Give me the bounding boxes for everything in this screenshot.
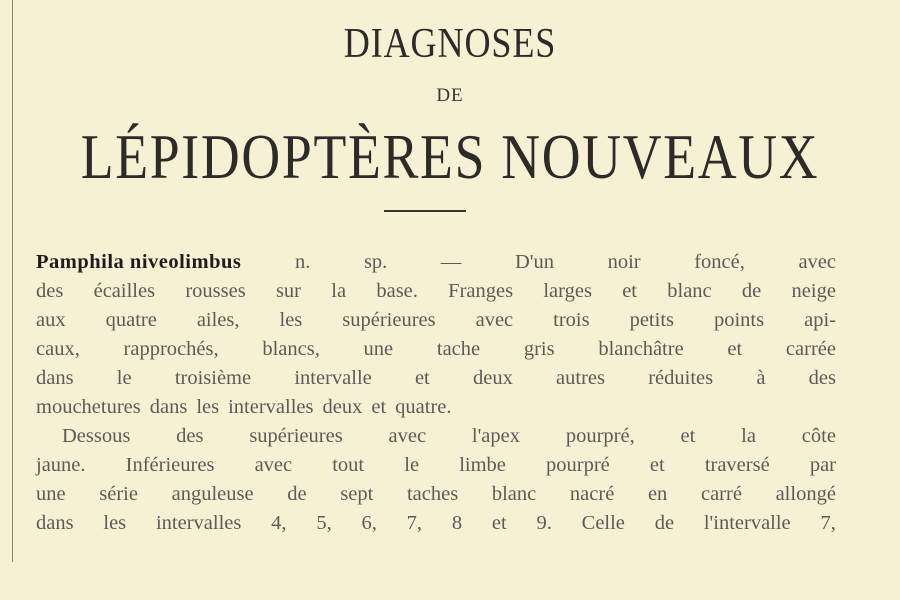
word: à	[756, 367, 766, 389]
word: api-	[804, 309, 836, 331]
word: 4,	[271, 512, 287, 534]
word: côte	[801, 425, 836, 447]
body-text	[36, 248, 836, 538]
word: 8	[451, 512, 463, 534]
word: limbe	[459, 454, 506, 476]
word: rapprochés,	[123, 338, 219, 360]
text-line	[36, 451, 836, 480]
word: dans	[149, 396, 188, 418]
word: anguleuse	[171, 483, 254, 505]
word: les	[196, 396, 220, 418]
word: et	[680, 425, 696, 447]
word: de	[654, 512, 675, 534]
word: troisième	[174, 367, 252, 389]
word: carré	[700, 483, 742, 505]
word: de	[287, 483, 307, 505]
word: traversé	[704, 454, 770, 476]
word: par	[809, 454, 836, 476]
word: le	[404, 454, 420, 476]
word: une	[36, 483, 66, 505]
word: 5,	[316, 512, 332, 534]
word: et	[727, 338, 743, 360]
heading-de: DE	[436, 85, 464, 106]
text-line	[36, 335, 836, 364]
word: deux	[472, 367, 513, 389]
word: réduites	[648, 367, 714, 389]
text-line	[36, 248, 836, 277]
word: et	[371, 396, 387, 418]
word: dans	[36, 512, 74, 534]
text-line	[36, 393, 836, 422]
word: points	[713, 309, 765, 331]
word: n.	[294, 251, 311, 273]
word: tout	[332, 454, 365, 476]
word: aux	[36, 309, 66, 331]
word: sp.	[363, 251, 388, 273]
word: taches	[406, 483, 459, 505]
word: intervalles	[228, 396, 314, 418]
word: et	[491, 512, 507, 534]
word: Inférieures	[125, 454, 215, 476]
word: supérieures	[249, 425, 343, 447]
word: larges	[543, 280, 592, 302]
word: et	[622, 280, 637, 302]
word: l'apex	[471, 425, 520, 447]
word: mouchetures	[36, 396, 141, 418]
heading-lepidopteres-nouveaux: LÉPIDOPTÈRES NOUVEAUX	[80, 121, 820, 192]
word: l'intervalle	[703, 512, 791, 534]
word: et	[414, 367, 430, 389]
word: intervalle	[294, 367, 372, 389]
word: noir	[607, 251, 641, 273]
word: 7,	[820, 512, 836, 534]
word: blancs,	[262, 338, 320, 360]
word: Celle	[581, 512, 625, 534]
word: carrée	[785, 338, 836, 360]
word: rousses	[185, 280, 246, 302]
word: la	[331, 280, 347, 302]
word: pourpré	[546, 454, 610, 476]
text-line	[36, 277, 836, 306]
word: et	[649, 454, 665, 476]
word: avec	[388, 425, 427, 447]
word: de	[741, 280, 762, 302]
word: trois	[553, 309, 590, 331]
word: Franges	[448, 280, 514, 302]
word: sept	[340, 483, 374, 505]
word: ailes,	[196, 309, 240, 331]
text-line	[36, 480, 836, 509]
word: supérieures	[342, 309, 436, 331]
word: autres	[556, 367, 605, 389]
word: D'un	[514, 251, 554, 273]
text-line	[36, 306, 836, 335]
word: neige	[791, 280, 836, 302]
word: les	[279, 309, 303, 331]
word: avec	[798, 251, 836, 273]
word: —	[440, 251, 462, 273]
text-line	[36, 364, 836, 393]
word: gris	[523, 338, 555, 360]
word: quatre	[105, 309, 157, 331]
word: caux,	[36, 338, 80, 360]
word: Dessous	[62, 425, 131, 447]
word: avec	[475, 309, 514, 331]
word: deux	[322, 396, 363, 418]
word: avec	[254, 454, 293, 476]
word: base.	[376, 280, 418, 302]
word: blanc	[667, 280, 712, 302]
word: pourpré,	[565, 425, 635, 447]
species-name: Pamphila niveolimbus	[36, 251, 242, 273]
heading-diagnoses: DIAGNOSES	[343, 21, 557, 67]
word: les	[103, 512, 127, 534]
word: 9.	[536, 512, 552, 534]
word: nacré	[569, 483, 615, 505]
word: intervalles	[155, 512, 242, 534]
word: la	[741, 425, 756, 447]
word: allongé	[775, 483, 836, 505]
word: 7,	[406, 512, 423, 534]
word: des	[36, 280, 64, 302]
word: le	[116, 367, 132, 389]
word: blanc	[491, 483, 537, 505]
word: quatre.	[395, 396, 452, 418]
text-line	[36, 422, 836, 451]
word: tache	[436, 338, 481, 360]
title-rule-divider	[384, 210, 466, 212]
word: foncé,	[694, 251, 745, 273]
word: blanchâtre	[598, 338, 684, 360]
word: des	[808, 367, 836, 389]
text-line	[36, 509, 836, 538]
word: en	[647, 483, 668, 505]
word: sur	[275, 280, 302, 302]
word: écailles	[93, 280, 156, 302]
word: 6,	[361, 512, 377, 534]
word: des	[176, 425, 204, 447]
word: série	[99, 483, 138, 505]
word: une	[363, 338, 394, 360]
word: jaune.	[36, 454, 86, 476]
word: dans	[36, 367, 74, 389]
word: petits	[629, 309, 674, 331]
